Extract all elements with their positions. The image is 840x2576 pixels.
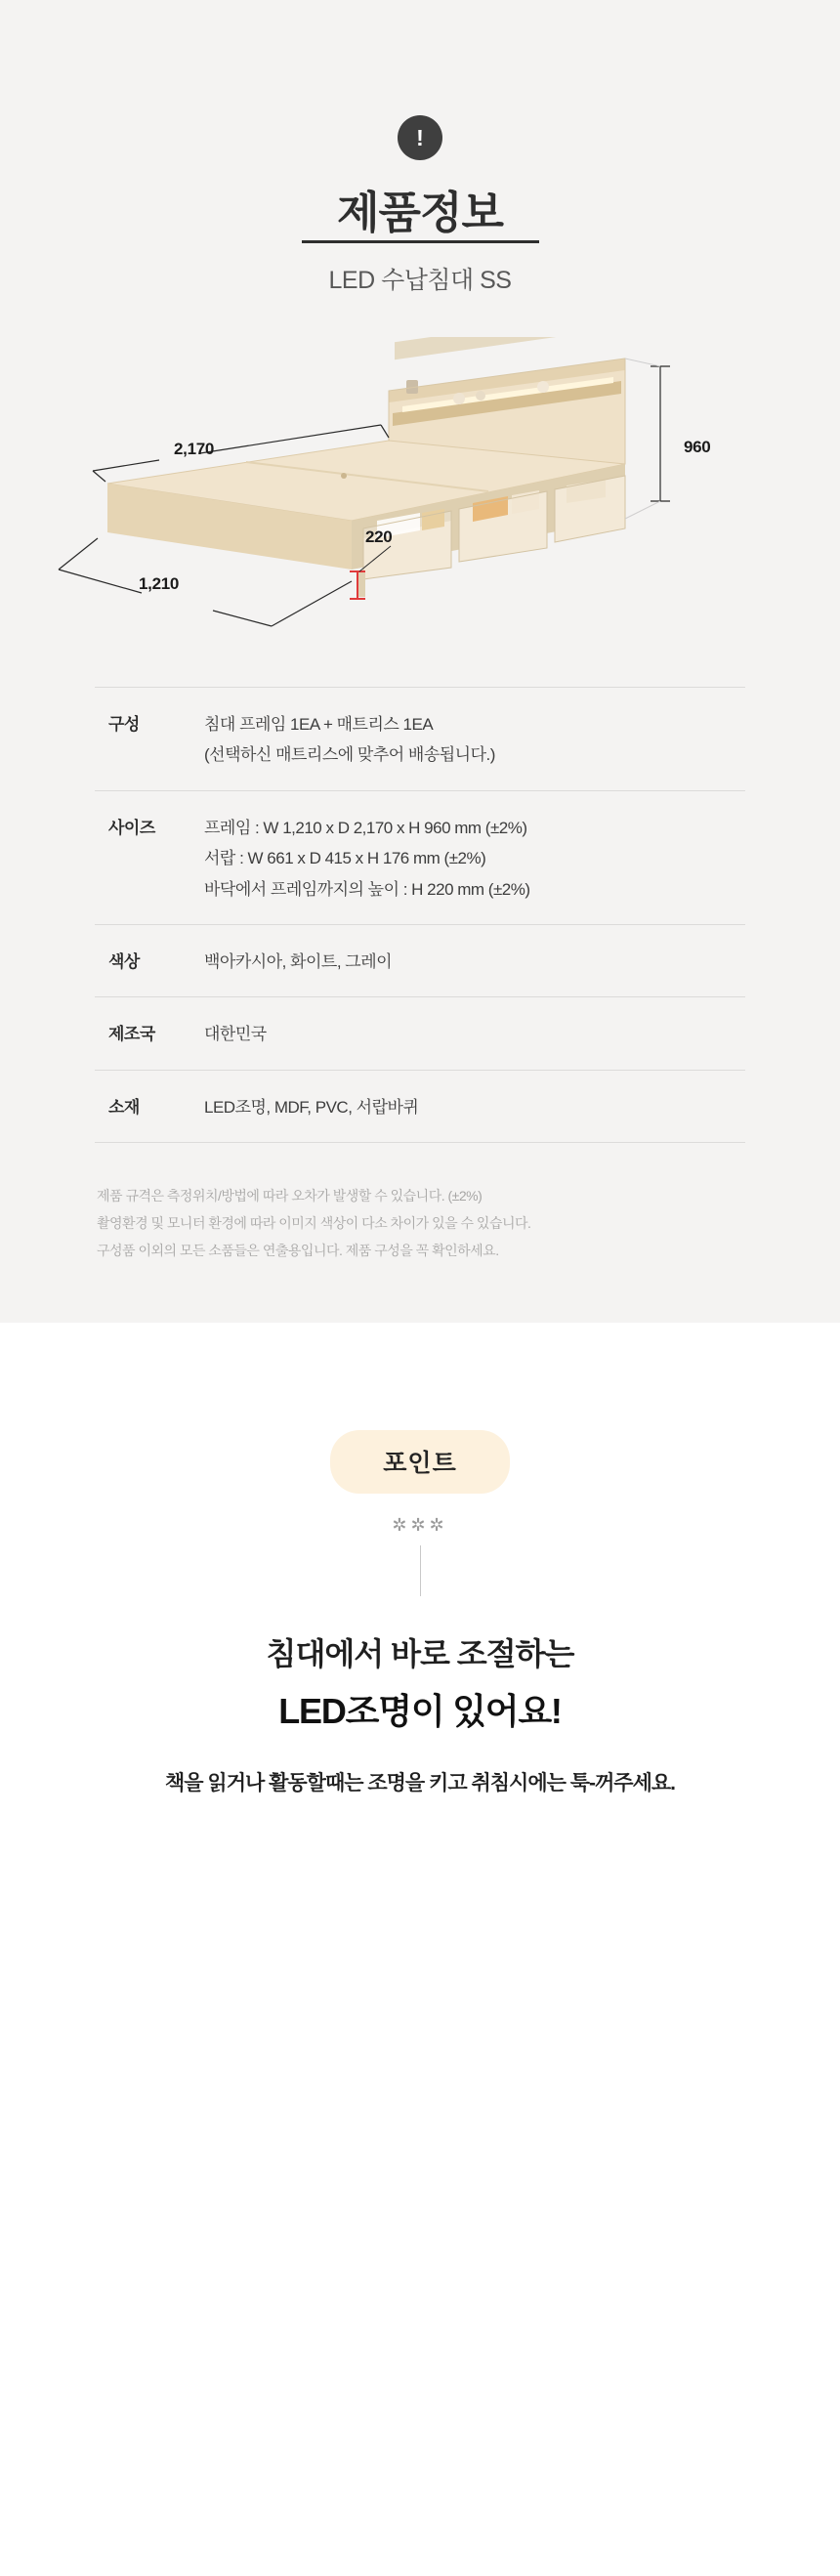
dimension-clearance-label: 220 bbox=[365, 527, 393, 546]
spec-row bbox=[95, 1070, 745, 1142]
spec-label: 색상 bbox=[108, 951, 140, 971]
spec-value-line: 대한민국 bbox=[204, 1025, 267, 1044]
point-headline-secondary: LED조명이 있어요! bbox=[278, 1691, 562, 1732]
spec-row bbox=[95, 924, 745, 996]
dimension-width-label: 2,170 bbox=[174, 439, 215, 458]
spec-table-bottom-divider bbox=[95, 1142, 745, 1143]
spec-label: 구성 bbox=[108, 714, 140, 734]
spec-value-line: 침대 프레임 1EA + 매트리스 1EA bbox=[204, 714, 434, 734]
point-description: 책을 읽거나 활동할때는 조명을 키고 취침시에는 툭-꺼주세요. bbox=[165, 1772, 675, 1795]
vertical-divider bbox=[420, 1545, 421, 1596]
spec-value bbox=[204, 1092, 745, 1122]
spec-label: 제조국 bbox=[108, 1025, 155, 1044]
spec-value bbox=[204, 709, 745, 771]
spec-value-line: 백아카시아, 화이트, 그레이 bbox=[204, 951, 393, 971]
point-section bbox=[0, 1323, 840, 1884]
spec-row bbox=[95, 996, 745, 1069]
spec-row bbox=[95, 790, 745, 924]
spec-label: 소재 bbox=[108, 1097, 140, 1117]
spec-value-line: 프레임 : W 1,210 x D 2,170 x H 960 mm (±2%) bbox=[204, 818, 527, 837]
page-title-block bbox=[0, 188, 840, 243]
point-headline-primary: 침대에서 바로 조절하는 bbox=[266, 1636, 574, 1672]
product-subtitle: LED 수납침대 SS bbox=[328, 266, 512, 294]
dimension-depth-label: 1,210 bbox=[139, 573, 180, 593]
spec-value-line: LED조명, MDF, PVC, 서랍바퀴 bbox=[204, 1097, 419, 1117]
note-line: 촬영환경 및 모니터 환경에 따라 이미지 색상이 다소 차이가 있을 수 있습니다. bbox=[97, 1215, 531, 1232]
spec-row bbox=[95, 687, 745, 790]
spec-value bbox=[204, 947, 745, 977]
exclamation-icon bbox=[398, 115, 442, 160]
title-underline bbox=[302, 240, 539, 243]
sparkle-icon: ✲✲✲ bbox=[392, 1515, 448, 1536]
dimension-height-label: 960 bbox=[684, 437, 711, 456]
spec-value-line: (선택하신 매트리스에 맞추어 배송됩니다.) bbox=[204, 745, 495, 765]
spec-table bbox=[95, 687, 745, 1143]
spec-value bbox=[204, 1019, 745, 1049]
bed-image bbox=[0, 337, 840, 659]
spec-value-line: 서랍 : W 661 x D 415 x H 176 mm (±2%) bbox=[204, 849, 486, 868]
spec-label: 사이즈 bbox=[108, 818, 155, 837]
bed-illustration-area bbox=[0, 337, 840, 659]
point-badge: 포인트 bbox=[330, 1430, 509, 1494]
note-line: 제품 규격은 측정위치/방법에 따라 오차가 발생할 수 있습니다. (±2%) bbox=[97, 1188, 483, 1204]
page-title: 제품정보 bbox=[337, 188, 503, 237]
spec-value-line: 바닥에서 프레임까지의 높이 : H 220 mm (±2%) bbox=[204, 879, 530, 899]
badge-text: ! bbox=[416, 124, 424, 150]
disclaimer-notes bbox=[95, 1182, 745, 1264]
note-line: 구성품 이외의 모든 소품들은 연출용입니다. 제품 구성을 꼭 확인하세요. bbox=[97, 1243, 499, 1259]
spec-value bbox=[204, 813, 745, 905]
